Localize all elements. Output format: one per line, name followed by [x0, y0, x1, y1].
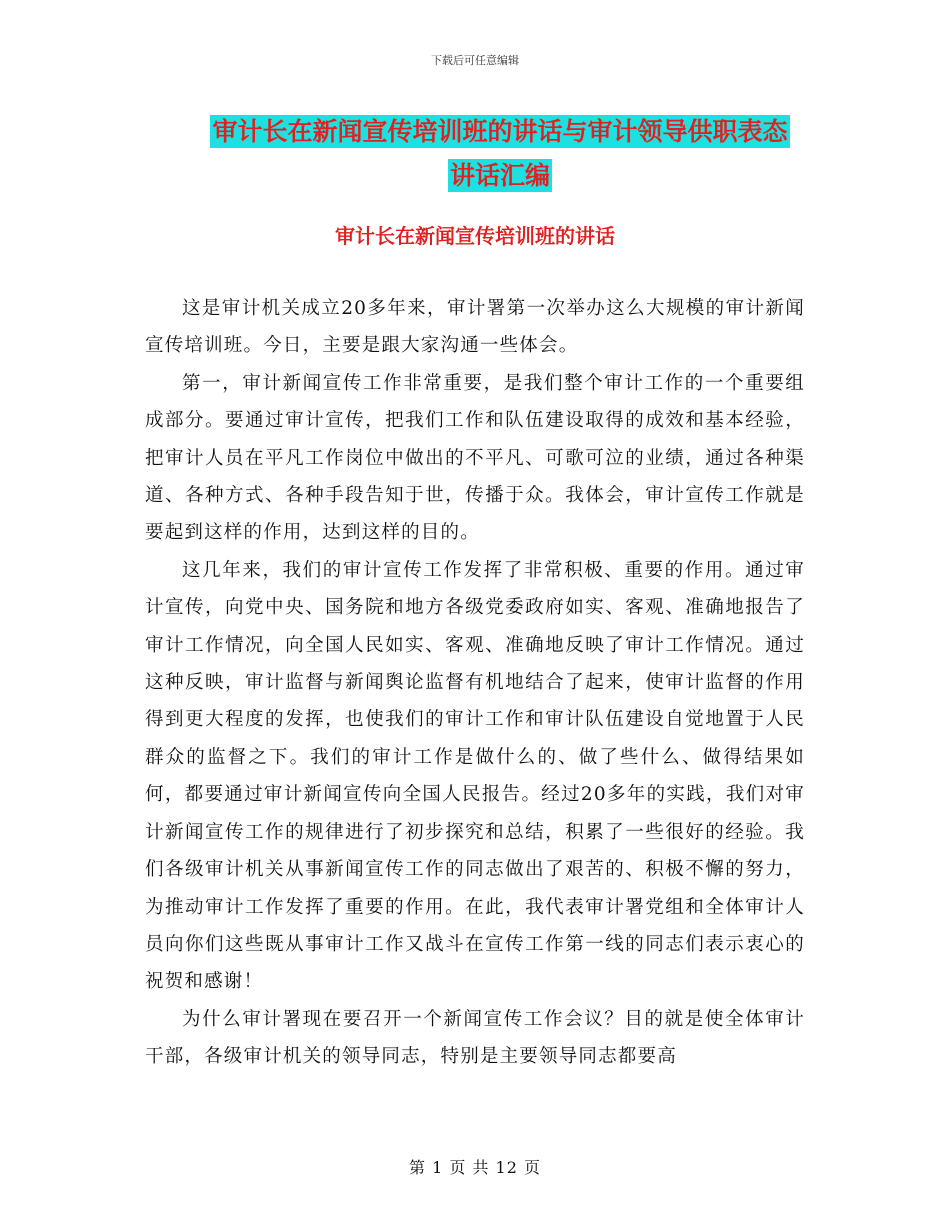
title-line-2: 讲话汇编	[449, 161, 550, 190]
title-line-1: 审计长在新闻宣传培训班的讲话与审计领导供职表态	[212, 117, 788, 146]
header-note: 下载后可任意编辑	[431, 54, 519, 67]
paragraph: 为什么审计署现在要召开一个新闻宣传工作会议？目的就是使全体审计干部，各级审计机关的领导同志，特别是主要领导同志都要高	[145, 1008, 805, 1068]
paragraph: 这几年来，我们的审计宣传工作发挥了非常积极、重要的作用。通过审计宣传，向党中央、国务院和地方各级党委政府如实、客观、准确地报告了审计工作情况，向全国人民如实、客观、准确地反映了审计工作情况。通过这种反映，审计监督与新闻舆论监督有机地结合了起来，使审计监督的作用得到更大程度的发挥，也使我们的审计工作和审计队伍建设自觉地置于人民群众的监督之下。我们的审计工作是做什么的、做了些什么、做得结果如何，都要通过审计新闻宣传向全国人民报告。经过20多年的实践，我们对审计新闻宣传工作的规律进行了初步探究和总结，积累了一些很好的经验。我们各级审计机关从事新闻宣传工作的同志做出了艰苦的、积极不懈的努力，为推动审计工作发挥了重要的作用。在此，我代表审计署党组和全体审计人员向你们这些既从事审计工作又战斗在宣传工作第一线的同志们表示衷心的祝贺和感谢！	[145, 559, 805, 993]
page-number: 第 1 页 共 12 页	[409, 1158, 541, 1177]
paragraph: 第一，审计新闻宣传工作非常重要，是我们整个审计工作的一个重要组成部分。要通过审计宣传，把我们工作和队伍建设取得的成效和基本经验，把审计人员在平凡工作岗位中做出的不平凡、可歌可泣的业绩，通过各种渠道、各种方式、各种手段告知于世，传播于众。我体会，审计宣传工作就是要起到这样的作用，达到这样的目的。	[145, 372, 805, 544]
document-title	[140, 110, 860, 198]
body-text	[145, 290, 805, 1076]
paragraph: 这是审计机关成立20多年来，审计署第一次举办这么大规模的审计新闻宣传培训班。今日，主要是跟大家沟通一些体会。	[145, 298, 805, 357]
section-title: 审计长在新闻宣传培训班的讲话	[335, 224, 615, 248]
